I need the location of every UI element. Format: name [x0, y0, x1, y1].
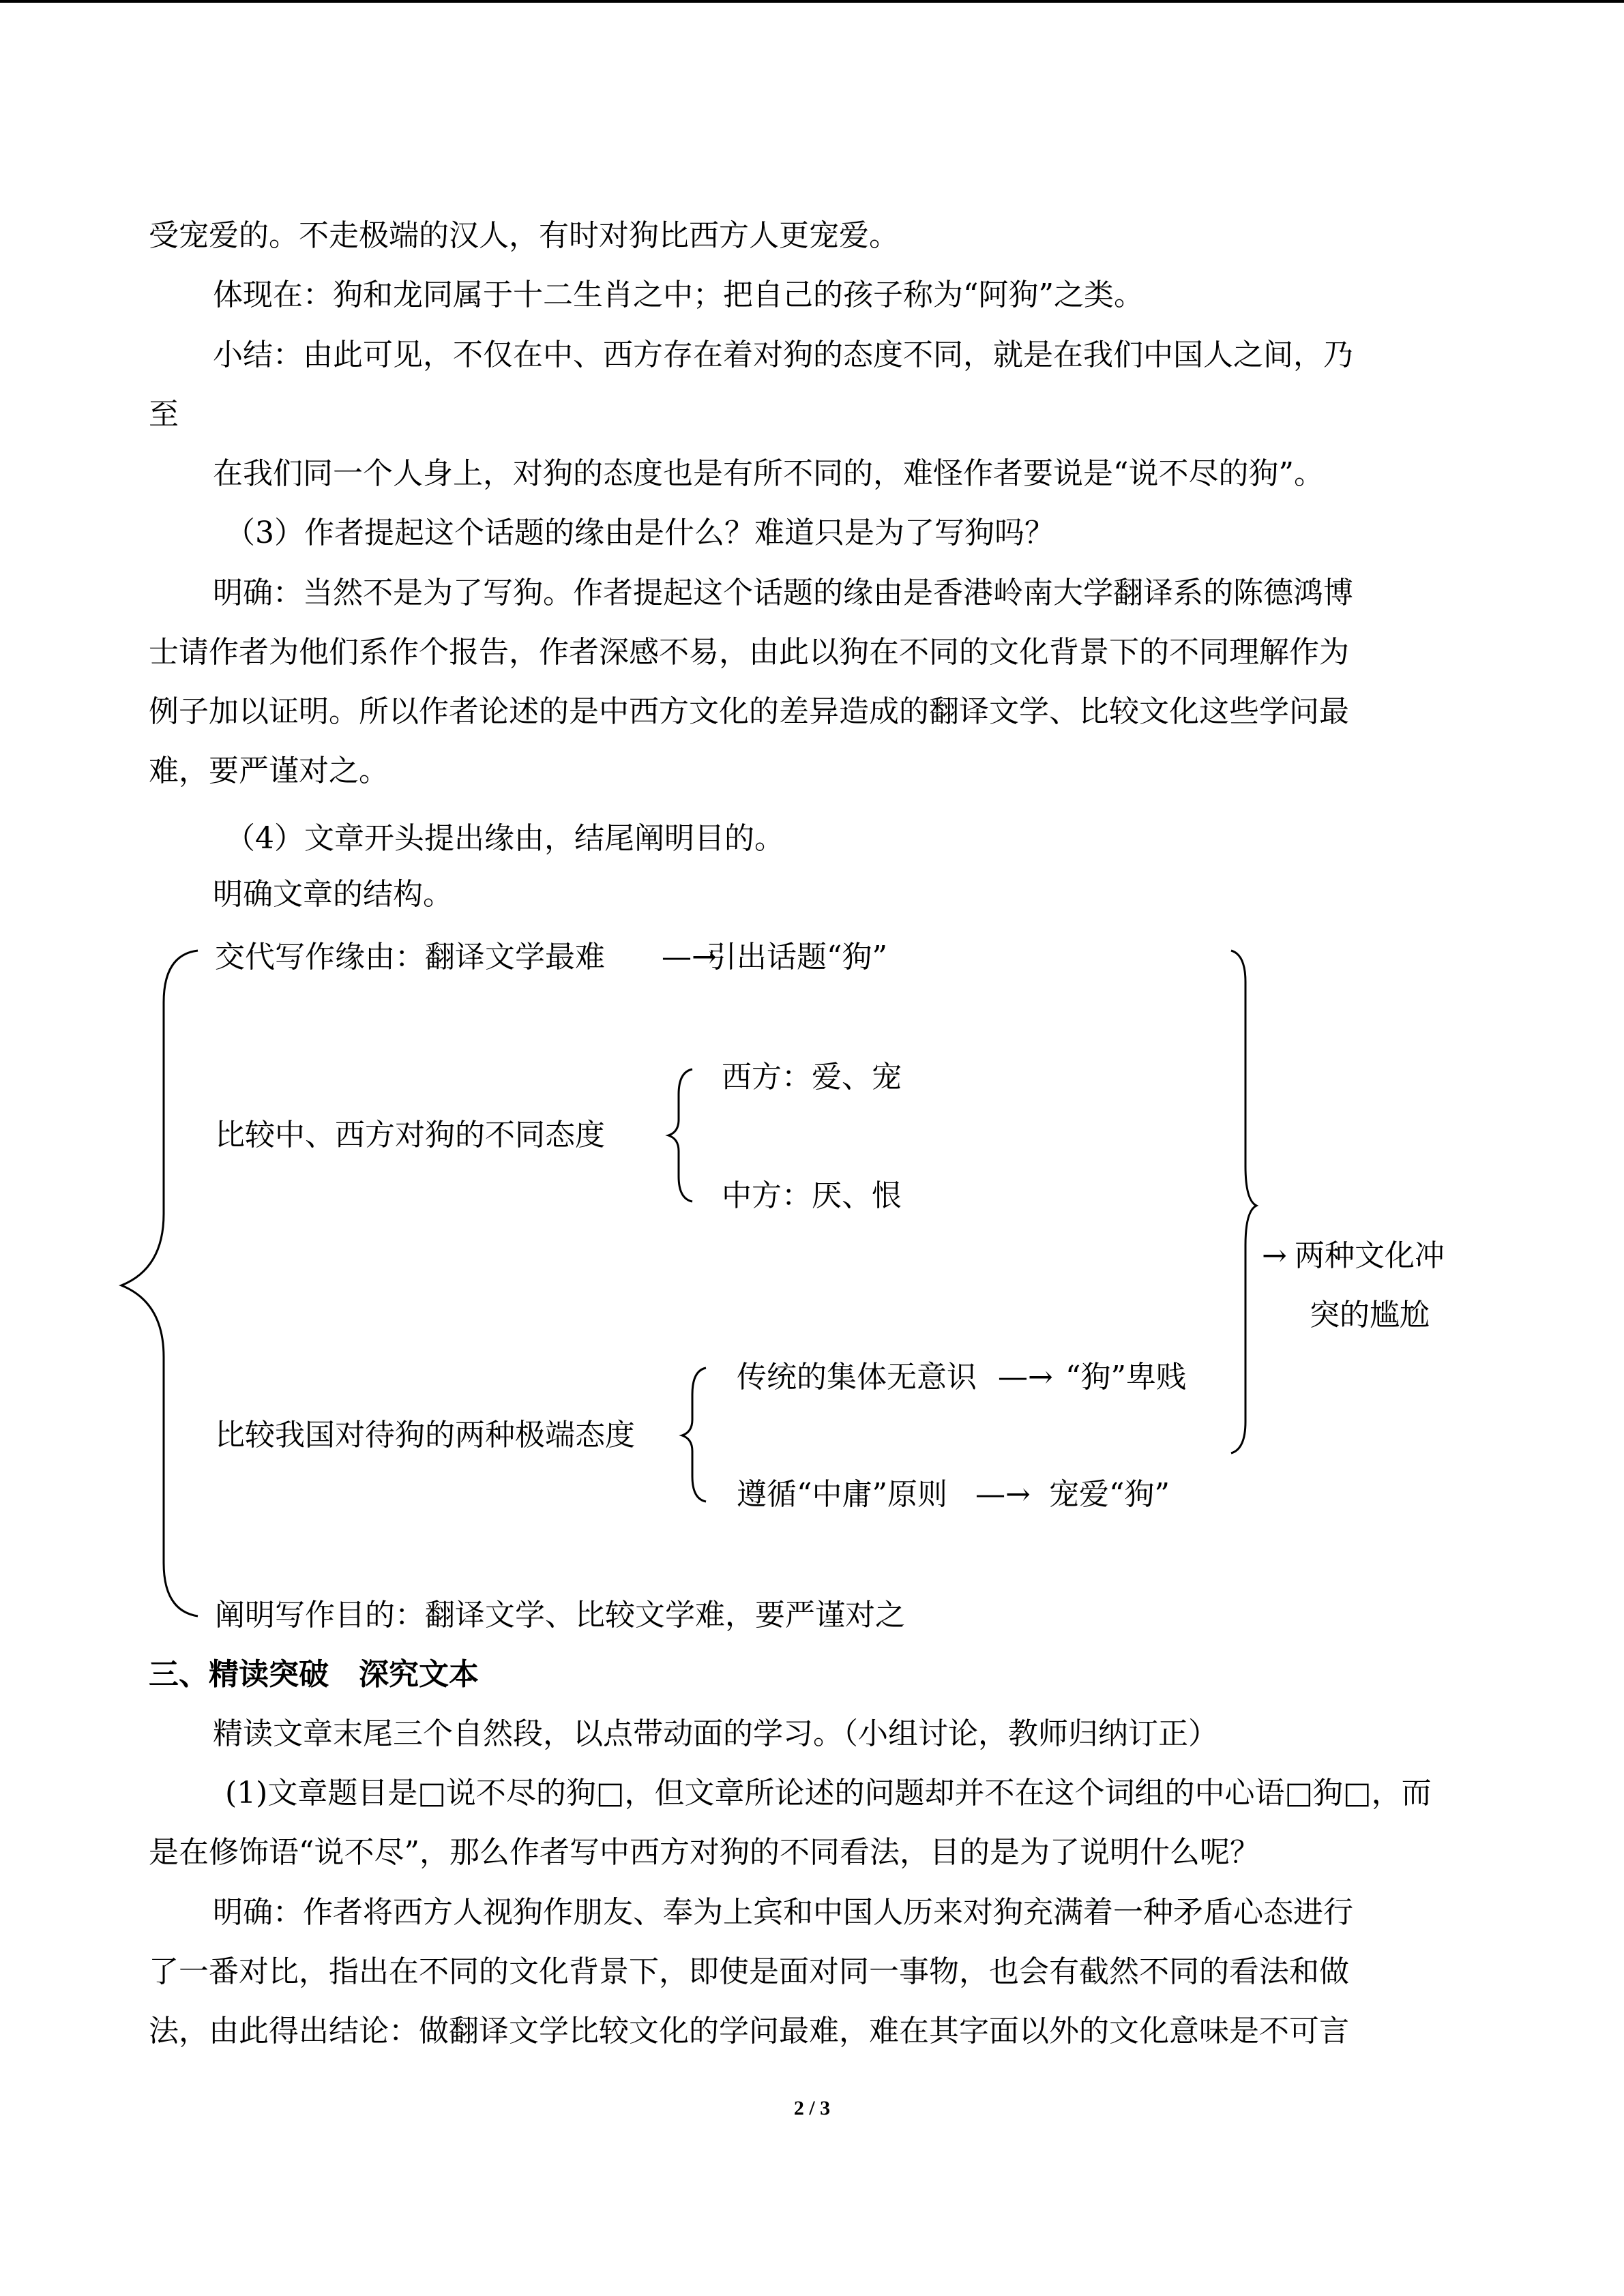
diagram-node-moderation-result: 宠爱“狗”	[1049, 1477, 1170, 1512]
right-brace	[1231, 951, 1256, 1453]
paragraph-line: 例子加以证明。所以作者论述的是中西方文化的差异造成的翻译文学、比较文化这些学问最	[149, 694, 1349, 729]
section-heading: 三、精读突破 深究文本	[149, 1657, 479, 1692]
diagram-node-conclusion: 两种文化冲	[1295, 1238, 1445, 1273]
diagram-node-conclusion: 突的尴尬	[1310, 1298, 1430, 1332]
diagram-node-tradition: 传统的集体无意识	[737, 1360, 977, 1395]
arrow-icon: —→	[998, 1360, 1053, 1395]
paragraph-line: (1)文章题目是□说不尽的狗□，但文章所论述的问题却并不在这个词组的中心语□狗□，而	[225, 1776, 1432, 1810]
diagram-node-west: 西方：爱、宠	[722, 1060, 902, 1094]
paragraph-line: 明确：作者将西方人视狗作朋友、奉为上宾和中国人历来对狗充满着一种矛盾心态进行	[213, 1895, 1353, 1930]
paragraph-line: （3）作者提起这个话题的缘由是什么？难道只是为了写狗吗？	[225, 516, 1054, 550]
main-left-brace	[121, 951, 198, 1616]
domestic-brace	[682, 1368, 706, 1502]
paragraph-line: 精读文章末尾三个自然段，以点带动面的学习。（小组讨论，教师归纳订正）	[213, 1716, 1218, 1751]
paragraph-line: 体现在：狗和龙同属于十二生肖之中；把自己的孩子称为“阿狗”之类。	[213, 278, 1144, 312]
paragraph-line: 难，要严谨对之。	[149, 754, 389, 788]
arrow-icon: →	[1262, 1238, 1287, 1273]
diagram-node-purpose: 阐明写作目的：翻译文学、比较文学难，要严谨对之	[215, 1598, 905, 1632]
diagram-node-compare-domestic: 比较我国对待狗的两种极端态度	[215, 1418, 635, 1452]
paragraph-line: 是在修饰语“说不尽”，那么作者写中西方对狗的不同看法，目的是为了说明什么呢？	[149, 1835, 1260, 1870]
diagram-node-tradition-result: “狗”卑贱	[1065, 1360, 1186, 1395]
paragraph-line: 在我们同一个人身上，对狗的态度也是有所不同的，难怪作者要说是“说不尽的狗”。	[213, 456, 1324, 491]
paragraph-line: （4）文章开头提出缘由，结尾阐明目的。	[225, 821, 784, 856]
paragraph-line: 小结：由此可见，不仅在中、西方存在着对狗的态度不同，就是在我们中国人之间，乃	[213, 338, 1353, 372]
paragraph-line: 受宠爱的。不走极端的汉人，有时对狗比西方人更宠爱。	[149, 218, 899, 253]
west-china-brace	[668, 1069, 692, 1202]
paragraph-line: 明确文章的结构。	[213, 877, 453, 912]
paragraph-line: 法，由此得出结论：做翻译文学比较文化的学问最难，难在其字面以外的文化意味是不可言	[149, 2014, 1349, 2048]
diagram-node-moderation: 遵循“中庸”原则	[737, 1477, 947, 1512]
arrow-icon: —→	[662, 940, 717, 974]
diagram-node-china: 中方：厌、恨	[722, 1178, 902, 1213]
arrow-icon: —→	[975, 1477, 1031, 1512]
diagram-node-compare-cn-west: 比较中、西方对狗的不同态度	[215, 1118, 605, 1152]
paragraph-line: 明确：当然不是为了写狗。作者提起这个话题的缘由是香港岭南大学翻译系的陈德鸿博	[213, 576, 1353, 610]
paragraph-line: 了一番对比，指出在不同的文化背景下，即使是面对同一事物，也会有截然不同的看法和做	[149, 1954, 1349, 1989]
paragraph-line: 士请作者为他们系作个报告，作者深感不易，由此以狗在不同的文化背景下的不同理解作为	[149, 635, 1349, 670]
diagram-node-reason-result: 引出话题“狗”	[707, 940, 887, 974]
paragraph-line: 至	[149, 397, 179, 432]
page-number: 2 / 3	[793, 2097, 831, 2119]
diagram-node-reason: 交代写作缘由：翻译文学最难	[215, 940, 605, 974]
